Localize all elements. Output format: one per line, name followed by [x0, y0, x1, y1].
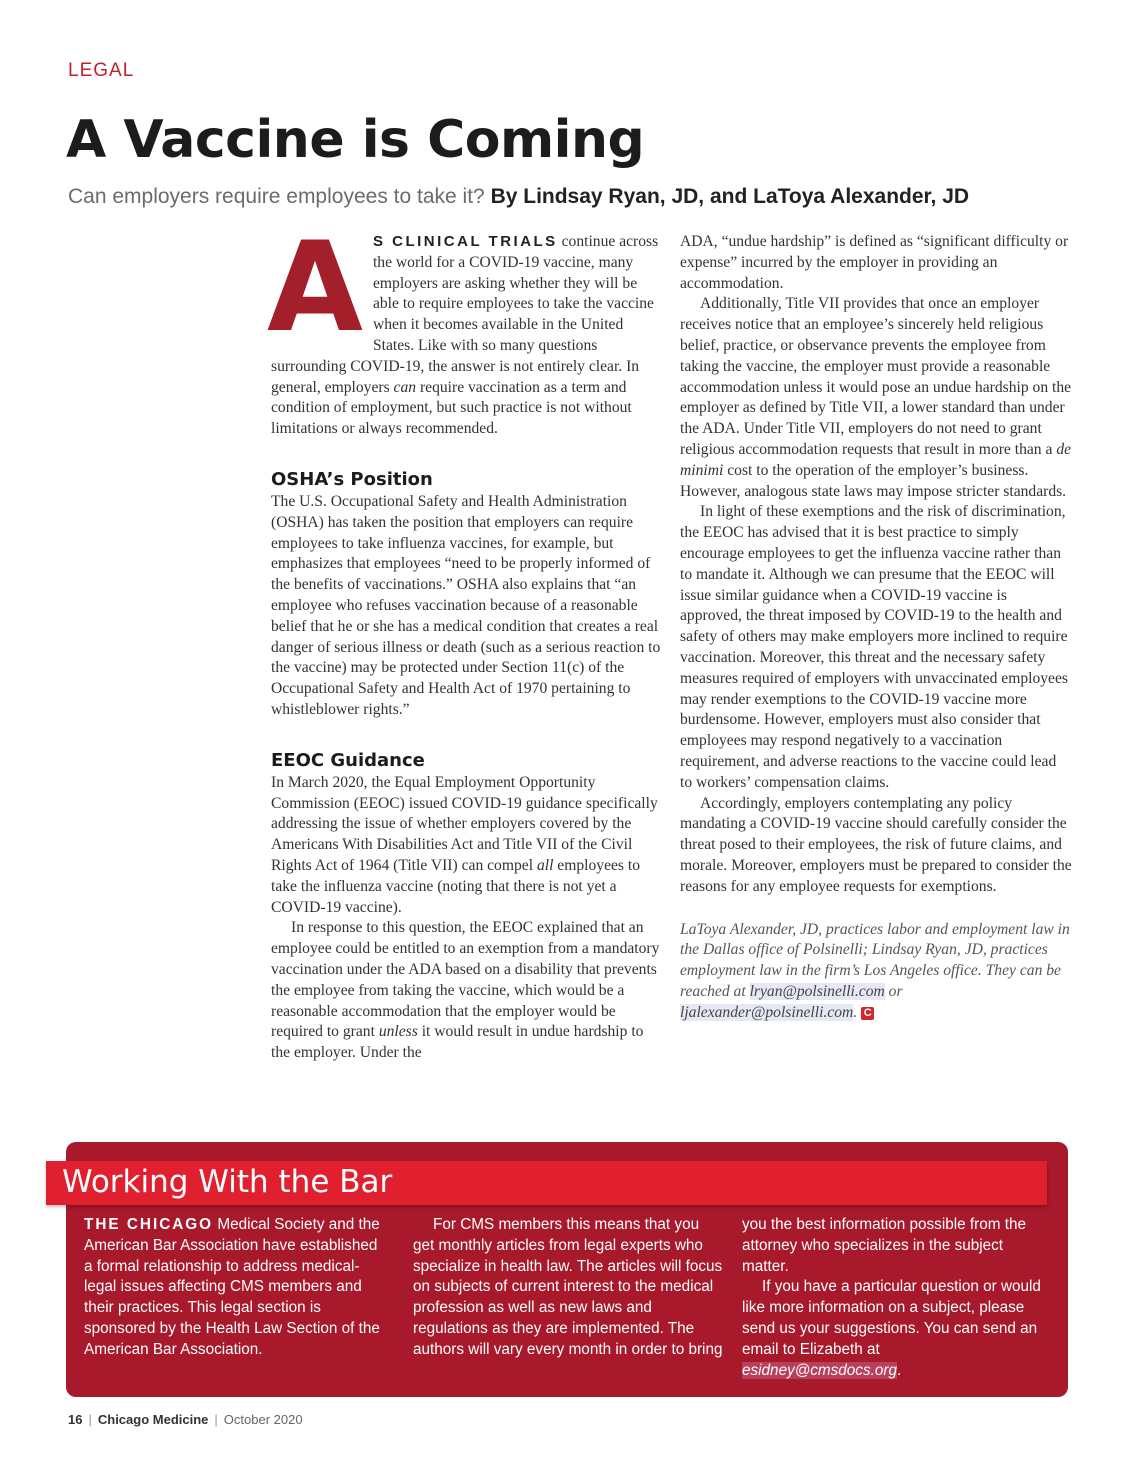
- article-column-left: [267, 216, 663, 1064]
- right-p2-text: Additionally, Title VII provides that once an employer receives notice that an employee’s sincerely held religious belief, practice, or observance prevents the employee from taking the vaccine, the employer must provide a reasonable accommodation unless it would pose an undue hardship on the employer as defined by Title VII, a lower standard than under the ADA. Under Title VII, employers do not need to grant religious accommodation requests that result in more than a: [680, 295, 1072, 458]
- eeoc-p1-emphasis: all: [536, 856, 554, 874]
- article-title: A Vaccine is Coming: [66, 110, 645, 170]
- osha-paragraph: The U.S. Occupational Safety and Health Administration (OSHA) has taken the position that employers can require employees to take influenza vaccines, for example, but emphasizes that employees “need to be properly informed of the benefits of vaccinations.” OSHA also explains that “an employee who refuses vaccination because of a reasonable belief that he or she has a medical condition that creates a real danger of serious illness or death (such as a serious reaction to the vaccine) may be protected under Section 11(c) of the Occupational Safety and Health Act of 1970 pertaining to whistleblower rights.”: [271, 492, 661, 718]
- bar-c2-paragraph: For CMS members this means that you get monthly articles from legal experts who specialize in health law. The articles will focus on subjects of current interest to the medical profession as well as new laws and regulations as they are implemented. The authors will vary every month in order to bring: [413, 1216, 723, 1358]
- bar-column-2: [413, 1215, 723, 1361]
- article-column-right: [680, 232, 1072, 1023]
- issue-date: October 2020: [223, 1412, 303, 1427]
- drop-cap: A: [267, 216, 363, 360]
- intro-emphasis: can: [393, 378, 417, 396]
- email-link-esidney[interactable]: esidney@cmsdocs.org: [742, 1361, 897, 1379]
- bar-c3-end: .: [896, 1361, 902, 1379]
- bar-lead-caps: THE CHICAGO: [84, 1216, 214, 1233]
- eeoc-p2-emphasis: unless: [378, 1023, 418, 1041]
- lead-in-caps: S CLINICAL TRIALS: [372, 233, 558, 250]
- working-with-bar-title: Working With the Bar: [62, 1164, 393, 1200]
- bio-end: .: [853, 1003, 858, 1021]
- bar-c1-text: Medical Society and the American Bar Association have established a formal relationship to address medical-legal issues affecting CMS members and their practices. This legal section is sponsored by the Health Law Section of the American Bar Association.: [84, 1216, 380, 1358]
- eeoc-paragraph-1: [271, 773, 663, 919]
- eeoc-p1-text-end: employees to take the influenza vaccine (noting that there is not yet a COVID-19 vaccine).: [271, 856, 641, 916]
- footer-separator: |: [214, 1412, 218, 1427]
- bio-text: LaToya Alexander, JD, practices labor and employment law in the Dallas office of Polsinelli; Lindsay Ryan, JD, practices employment law in the firm’s Los Angeles office. They can be reached at: [680, 920, 1070, 1000]
- cms-logo-icon: C: [861, 1007, 874, 1020]
- intro-paragraph: [267, 216, 663, 440]
- publication-name: Chicago Medicine: [97, 1412, 209, 1427]
- right-paragraph-3: In light of these exemptions and the risk of discrimination, the EEOC has advised that it is best practice to simply encourage employees to get the influenza vaccine rather than to mandate it. Although we can presume that the EEOC will issue similar guidance when a COVID-19 vaccine is approved, the threat imposed by COVID-19 to the health and safety of others may make employers more inclined to require vaccination. Moreover, this threat and the necessary safety measures required of employers with unvaccinated employees may render exemptions to the COVID-19 vaccine more burdensome. However, employers must also consider that employees may respond negatively to a vaccination requirement, and adverse reactions to the vaccine could lead to workers’ compensation claims.: [680, 503, 1068, 791]
- osha-heading: OSHA’s Position: [271, 468, 433, 490]
- bar-column-3: [742, 1215, 1042, 1381]
- right-p2-text-end: cost to the operation of the employer’s business. However, analogous state laws may impose stricter standards.: [680, 461, 1067, 500]
- eeoc-paragraph-2: [271, 918, 663, 1064]
- bar-c3-text: If you have a particular question or would like more information on a subject, please send us your suggestions. You can send an email to Elizabeth at: [742, 1278, 1041, 1358]
- eeoc-p2-text-end: it would result in undue hardship to the employer. Under the: [271, 1023, 644, 1062]
- subtitle-text: Can employers require employees to take it?: [68, 185, 485, 208]
- eeoc-p2-text: In response to this question, the EEOC explained that an employee could be entitled to an exemption from a mandatory vaccination under the ADA based on a disability that prevents the employee from taking the vaccine, which would be a reasonable accommodation that the employer would be required to grant: [271, 919, 660, 1041]
- eeoc-heading: EEOC Guidance: [271, 749, 425, 771]
- bar-column-1: [84, 1215, 384, 1361]
- page-footer: [68, 1412, 303, 1427]
- intro-text-end: require vaccination as a term and condition of employment, but such practice is not without limitations or always recommended.: [271, 378, 632, 438]
- author-bio: [680, 920, 1072, 1024]
- email-link-lryan[interactable]: lryan@polsinelli.com: [749, 982, 885, 1000]
- right-paragraph-2: [680, 294, 1072, 502]
- byline: By Lindsay Ryan, JD, and LaToya Alexander, JD: [490, 185, 970, 208]
- page-number: 16: [68, 1412, 83, 1427]
- footer-separator: |: [88, 1412, 92, 1427]
- article-subtitle: [68, 185, 969, 209]
- bio-or: or: [884, 982, 903, 1000]
- bar-c1-paragraph: [84, 1215, 384, 1361]
- right-paragraph-4: Accordingly, employers contemplating any policy mandating a COVID-19 vaccine should carefully consider the threat posed to their employees, the risk of future claims, and morale. Moreover, employers must be prepared to consider the reasons for any employee requests for exemptions.: [680, 794, 1072, 895]
- right-p2-emphasis: de minimi: [680, 440, 1072, 479]
- email-link-ljalexander[interactable]: ljalexander@polsinelli.com: [680, 1003, 854, 1021]
- bar-c3-paragraph-2: [742, 1277, 1042, 1381]
- right-paragraph-1: ADA, “undue hardship” is defined as “significant difficulty or expense” incurred by the employer in providing an accommodation.: [680, 233, 1069, 292]
- eeoc-p1-text: In March 2020, the Equal Employment Opportunity Commission (EEOC) issued COVID-19 guidance specifically addressing the issue of whether employers covered by the Americans With Disabilities Act and Title VII of the Civil Rights Act of 1964 (Title VII) can compel: [271, 773, 658, 874]
- bar-c3-paragraph-1: you the best information possible from the attorney who specializes in the subject matter.: [742, 1216, 1026, 1275]
- intro-text: continue across the world for a COVID-19 vaccine, many employers are asking whether they will be able to require employees to take the vaccine when it becomes available in the United States. Like with so many questions surrounding COVID-19, the answer is not entirely clear. In general, employers: [271, 233, 659, 396]
- section-label: LEGAL: [68, 60, 135, 81]
